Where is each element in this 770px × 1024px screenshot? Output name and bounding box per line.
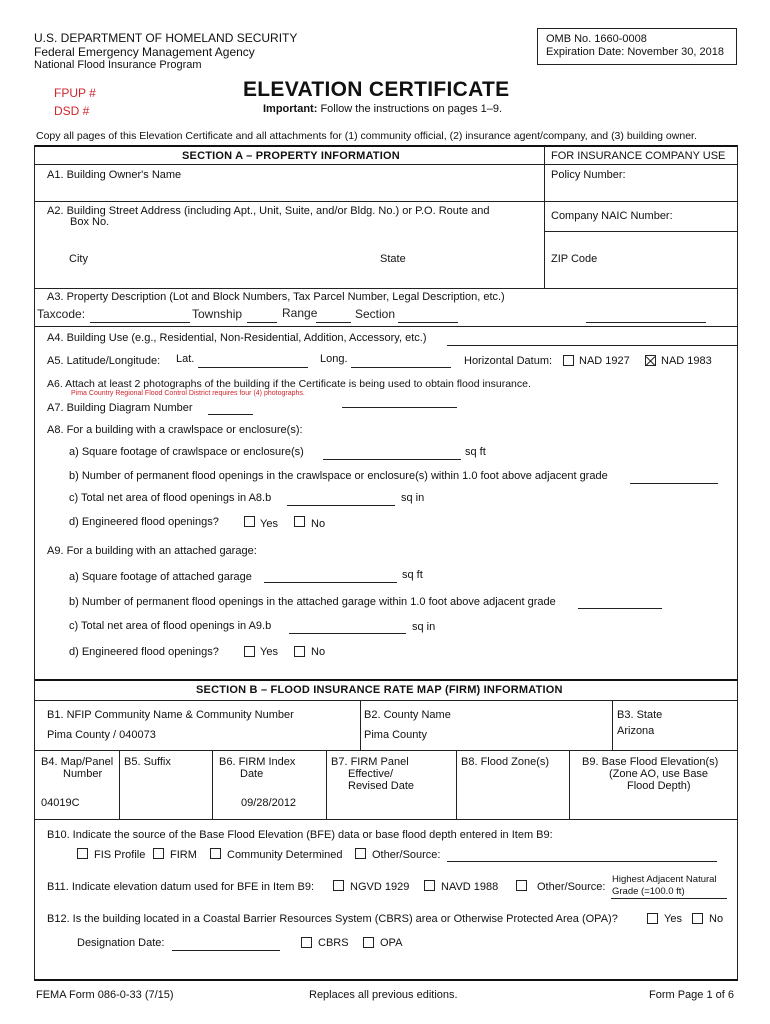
a8c-field[interactable] bbox=[287, 505, 395, 506]
b9-label-line1: B9. Base Flood Elevation(s) bbox=[582, 756, 719, 768]
building-use-field[interactable] bbox=[447, 345, 737, 346]
fpup-label: FPUP # bbox=[54, 86, 96, 100]
taxcode-label: Taxcode: bbox=[37, 307, 86, 321]
b1-value[interactable]: Pima County / 040073 bbox=[47, 729, 156, 741]
page-number: Form Page 1 of 6 bbox=[649, 989, 734, 1001]
state-label: State bbox=[380, 253, 406, 265]
divider bbox=[34, 750, 738, 751]
a2-label-line2: Box No. bbox=[70, 216, 110, 228]
long-label: Long. bbox=[320, 353, 348, 365]
a8d-yes-checkbox[interactable] bbox=[244, 516, 255, 527]
a8-label: A8. For a building with a crawlspace or enclosure(s): bbox=[47, 424, 303, 436]
b6-label-line1: B6. FIRM Index bbox=[219, 756, 296, 768]
important-note bbox=[263, 103, 502, 115]
navd1988-checkbox[interactable] bbox=[424, 880, 435, 891]
range-field[interactable] bbox=[316, 322, 351, 323]
b12-yes-label: Yes bbox=[664, 913, 682, 925]
highest-grade-line2[interactable]: Grade (=100.0 ft) bbox=[612, 886, 685, 897]
a9b-field[interactable] bbox=[578, 608, 662, 609]
copy-note: Copy all pages of this Elevation Certificate and all attachments for (1) community official, (2) insurance agent/company, and (3) building owner. bbox=[36, 130, 697, 142]
b12-no-label: No bbox=[709, 913, 724, 925]
dsd-label: DSD # bbox=[54, 104, 90, 118]
program-name: National Flood Insurance Program bbox=[34, 59, 202, 71]
divider bbox=[34, 700, 738, 701]
section-a-title: SECTION A – PROPERTY INFORMATION bbox=[182, 150, 400, 162]
lat-label: Lat. bbox=[176, 353, 195, 365]
community-determined-checkbox[interactable] bbox=[210, 848, 221, 859]
b12-label: B12. Is the building located in a Coastal Barrier Resources System (CBRS) area or Otherwise Protected Area (OPA)? bbox=[47, 913, 618, 925]
a9d-yes-checkbox[interactable] bbox=[244, 646, 255, 657]
b1-b2-divider bbox=[360, 700, 361, 750]
building-owner-field[interactable] bbox=[44, 180, 539, 200]
form-bottom-border bbox=[34, 979, 738, 981]
b6-label-line2: Date bbox=[240, 768, 264, 780]
b4-value[interactable]: 04019C bbox=[41, 797, 80, 809]
street-address-field[interactable] bbox=[44, 228, 539, 246]
a2-label-line1: A2. Building Street Address (including Apt., Unit, Suite, and/or Bldg. No.) or P.O. Route and bbox=[47, 205, 490, 217]
important-text: Follow the instructions on pages 1–9. bbox=[317, 103, 503, 115]
nad1927-label: NAD 1927 bbox=[579, 355, 630, 367]
divider bbox=[34, 819, 738, 820]
navd1988-label: NAVD 1988 bbox=[441, 881, 499, 893]
important-bold: Important: bbox=[263, 103, 318, 115]
section-label: Section bbox=[355, 307, 396, 321]
a7-label: A7. Building Diagram Number bbox=[47, 402, 193, 414]
latitude-field[interactable] bbox=[198, 367, 308, 368]
divider bbox=[34, 326, 738, 327]
a8b-label: b) Number of permanent flood openings in the crawlspace or enclosure(s) within 1.0 foot above adjacent grade bbox=[69, 470, 608, 482]
a7-extra-field[interactable] bbox=[342, 407, 457, 408]
a5-label: A5. Latitude/Longitude: bbox=[47, 355, 161, 367]
a9a-label: a) Square footage of attached garage bbox=[69, 571, 252, 583]
a8b-field[interactable] bbox=[630, 483, 718, 484]
longitude-field[interactable] bbox=[351, 367, 451, 368]
pima-photo-note: Pima Country Regional Flood Control District requires four (4) photographs. bbox=[71, 390, 305, 397]
a9d-no-label: No bbox=[311, 646, 326, 658]
expiration-date: Expiration Date: November 30, 2018 bbox=[546, 46, 724, 58]
insurance-column-divider bbox=[544, 146, 545, 288]
agency-name: Federal Emergency Management Agency bbox=[34, 45, 255, 59]
divider bbox=[34, 164, 738, 165]
opa-checkbox[interactable] bbox=[363, 937, 374, 948]
omb-number: OMB No. 1660-0008 bbox=[546, 33, 647, 45]
a9c-unit: sq in bbox=[412, 621, 436, 633]
a8a-unit: sq ft bbox=[465, 446, 486, 458]
b10-other-source-field[interactable] bbox=[447, 861, 717, 862]
b2-b3-divider bbox=[612, 700, 613, 750]
a9d-yes-label: Yes bbox=[260, 646, 278, 658]
taxcode-field[interactable] bbox=[90, 322, 190, 323]
b7-label-line1: B7. FIRM Panel bbox=[331, 756, 409, 768]
b11-other-label: Other/Source: bbox=[537, 881, 606, 893]
township-field[interactable] bbox=[247, 322, 277, 323]
b11-other-checkbox[interactable] bbox=[516, 880, 527, 891]
a9d-no-checkbox[interactable] bbox=[294, 646, 305, 657]
nad1983-checkbox[interactable] bbox=[645, 355, 656, 366]
a9b-label: b) Number of permanent flood openings in the attached garage within 1.0 foot above adjacent grade bbox=[69, 596, 556, 608]
other-source-label: Other/Source: bbox=[372, 849, 441, 861]
policy-number-field[interactable] bbox=[544, 169, 734, 199]
a8a-field[interactable] bbox=[323, 459, 461, 460]
city-label: City bbox=[69, 253, 88, 265]
other-source-checkbox[interactable] bbox=[355, 848, 366, 859]
b4-label-line1: B4. Map/Panel bbox=[41, 756, 114, 768]
b5-divider bbox=[212, 750, 213, 819]
b6-divider bbox=[326, 750, 327, 819]
section-b-right-border bbox=[737, 679, 738, 980]
a9d-label: d) Engineered flood openings? bbox=[69, 646, 219, 658]
b3-label: B3. State bbox=[617, 709, 663, 721]
b4-label-line2: Number bbox=[63, 768, 103, 780]
section-b-title: SECTION B – FLOOD INSURANCE RATE MAP (FIRM) INFORMATION bbox=[196, 684, 563, 696]
form-number: FEMA Form 086-0-33 (7/15) bbox=[36, 989, 174, 1001]
nad1927-checkbox[interactable] bbox=[563, 355, 574, 366]
zip-field[interactable] bbox=[548, 266, 733, 284]
a8d-no-checkbox[interactable] bbox=[294, 516, 305, 527]
a8c-unit: sq in bbox=[401, 492, 425, 504]
b4-divider bbox=[119, 750, 120, 819]
divider bbox=[544, 231, 738, 232]
b2-label: B2. County Name bbox=[364, 709, 451, 721]
b1-label: B1. NFIP Community Name & Community Number bbox=[47, 709, 294, 721]
b11-label: B11. Indicate elevation datum used for BFE in Item B9: bbox=[47, 881, 314, 893]
a9a-field[interactable] bbox=[264, 582, 397, 583]
state-field[interactable] bbox=[376, 266, 536, 284]
a9-label: A9. For a building with an attached garage: bbox=[47, 545, 257, 557]
zip-label: ZIP Code bbox=[551, 253, 598, 265]
section-b-left-border bbox=[34, 679, 35, 980]
b6-value[interactable]: 09/28/2012 bbox=[241, 797, 297, 809]
designation-date-label: Designation Date: bbox=[77, 937, 165, 949]
form-left-border bbox=[34, 145, 35, 680]
b5-label: B5. Suffix bbox=[124, 756, 171, 768]
a9c-label: c) Total net area of flood openings in A9.b bbox=[69, 620, 272, 632]
designation-date-field[interactable] bbox=[172, 950, 280, 951]
firm-label: FIRM bbox=[170, 849, 197, 861]
a9c-field[interactable] bbox=[289, 633, 406, 634]
township-label: Township bbox=[192, 307, 243, 321]
a9a-unit: sq ft bbox=[402, 569, 423, 581]
company-naic-label: Company NAIC Number: bbox=[551, 210, 673, 222]
b8-divider bbox=[569, 750, 570, 819]
building-diagram-field[interactable] bbox=[208, 414, 253, 415]
firm-checkbox[interactable] bbox=[153, 848, 164, 859]
form-right-border bbox=[737, 145, 738, 680]
b12-yes-checkbox[interactable] bbox=[647, 913, 658, 924]
a4-label: A4. Building Use (e.g., Residential, Non-Residential, Addition, Accessory, etc.) bbox=[47, 332, 427, 344]
fis-profile-checkbox[interactable] bbox=[77, 848, 88, 859]
nad1983-label: NAD 1983 bbox=[661, 355, 712, 367]
opa-label: OPA bbox=[380, 937, 403, 949]
b10-label: B10. Indicate the source of the Base Flood Elevation (BFE) data or base flood depth entered in Item B9: bbox=[47, 829, 553, 841]
a8a-label: a) Square footage of crawlspace or enclosure(s) bbox=[69, 446, 304, 458]
a8d-yes-label: Yes bbox=[260, 518, 278, 530]
replaces-note: Replaces all previous editions. bbox=[309, 989, 458, 1001]
page-title: ELEVATION CERTIFICATE bbox=[243, 78, 510, 101]
section-a-top-border bbox=[34, 145, 738, 147]
range-label: Range bbox=[282, 306, 318, 320]
a3-extra-field[interactable] bbox=[586, 322, 706, 323]
divider bbox=[34, 288, 738, 289]
a8c-label: c) Total net area of flood openings in A8.b bbox=[69, 492, 272, 504]
cbrs-label: CBRS bbox=[318, 937, 349, 949]
a8d-no-label: No bbox=[311, 518, 326, 530]
b7-label-line3: Revised Date bbox=[348, 780, 415, 792]
ngvd1929-label: NGVD 1929 bbox=[350, 881, 410, 893]
b9-label-line2: (Zone AO, use Base bbox=[609, 768, 709, 780]
b12-no-checkbox[interactable] bbox=[692, 913, 703, 924]
section-field[interactable] bbox=[398, 322, 458, 323]
highest-grade-line1[interactable]: Highest Adjacent Natural bbox=[612, 874, 717, 885]
b8-label: B8. Flood Zone(s) bbox=[461, 756, 550, 768]
fis-profile-label: FIS Profile bbox=[94, 849, 146, 861]
section-b-top-border bbox=[34, 679, 738, 681]
b2-value[interactable]: Pima County bbox=[364, 729, 427, 741]
ngvd1929-checkbox[interactable] bbox=[333, 880, 344, 891]
b11-other-source-field[interactable] bbox=[611, 898, 727, 899]
insurance-use-label: FOR INSURANCE COMPANY USE bbox=[551, 150, 726, 162]
horizontal-datum-label: Horizontal Datum: bbox=[464, 355, 553, 367]
community-determined-label: Community Determined bbox=[227, 849, 343, 861]
dept-name: U.S. DEPARTMENT OF HOMELAND SECURITY bbox=[34, 31, 298, 45]
a6-label: A6. Attach at least 2 photographs of the building if the Certificate is being used to obtain flood insurance. bbox=[47, 378, 531, 390]
policy-number-label: Policy Number: bbox=[551, 169, 626, 181]
b7-divider bbox=[456, 750, 457, 819]
b9-label-line3: Flood Depth) bbox=[627, 780, 691, 792]
divider bbox=[34, 201, 738, 202]
a8d-label: d) Engineered flood openings? bbox=[69, 516, 219, 528]
b3-value[interactable]: Arizona bbox=[617, 725, 655, 737]
a3-label: A3. Property Description (Lot and Block Numbers, Tax Parcel Number, Legal Description, etc.) bbox=[47, 291, 505, 303]
cbrs-checkbox[interactable] bbox=[301, 937, 312, 948]
a1-label: A1. Building Owner's Name bbox=[47, 169, 182, 181]
city-field[interactable] bbox=[66, 266, 366, 284]
b7-label-line2: Effective/ bbox=[348, 768, 394, 780]
